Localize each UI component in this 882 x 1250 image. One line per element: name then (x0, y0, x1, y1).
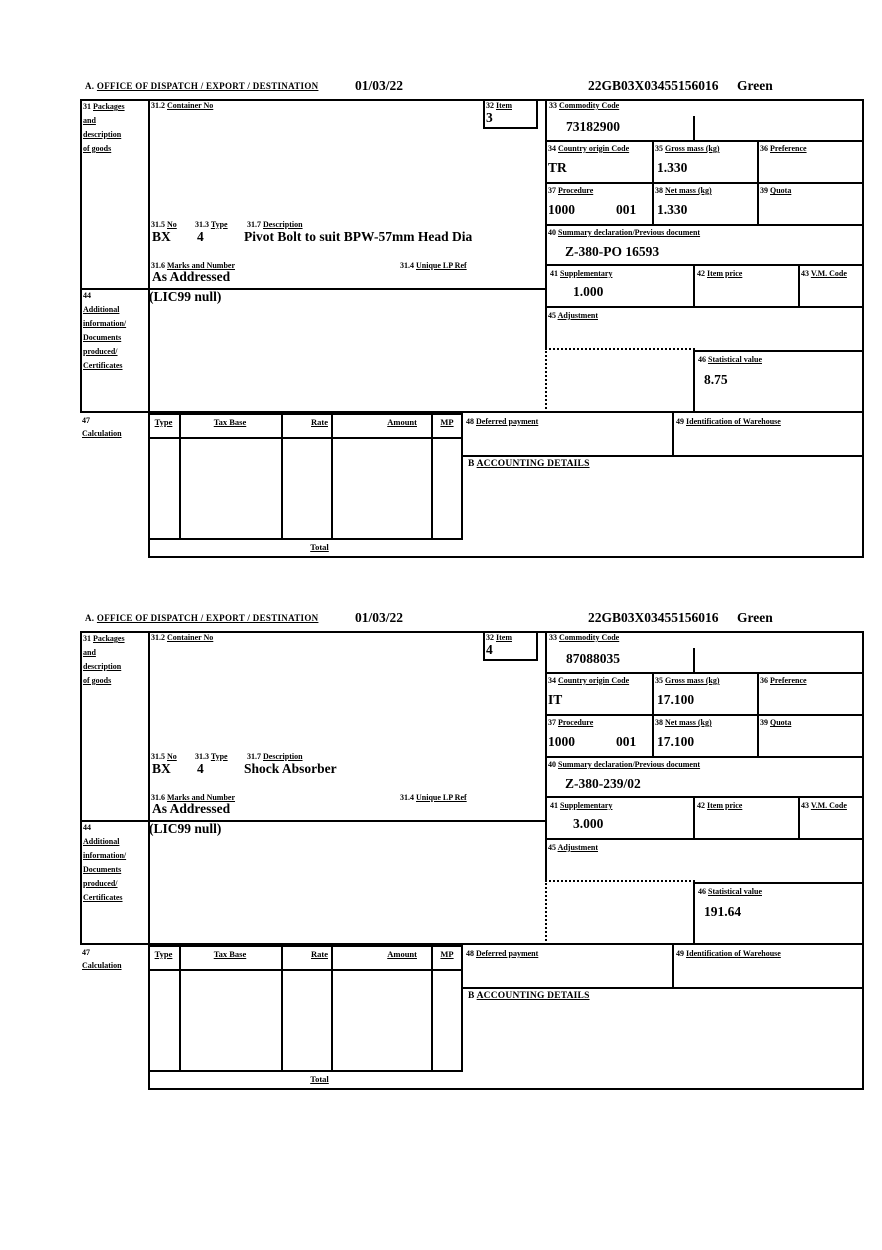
procedure-value: 1000 (548, 202, 575, 217)
additional-info-label-line5: Certificates (83, 361, 123, 370)
deferred-warehouse-divider (672, 945, 674, 987)
accounting-top-rule (461, 987, 864, 989)
calc-header-type: Type (154, 417, 173, 427)
procedure-label-num: 37 (548, 718, 556, 727)
unique-lp-ref-label-num: 31.4 (400, 793, 414, 802)
warehouse-id-label (676, 949, 781, 959)
supplementary-label-num: 41 (550, 801, 558, 810)
routing-status: Green (737, 610, 773, 625)
preference-label-text: Preference (770, 144, 807, 153)
calc-col-divider-taxbase (281, 413, 283, 540)
package-type-label-text: Type (210, 752, 228, 761)
quota-label-text: Quota (770, 718, 792, 727)
package-no-label-num: 31.5 (151, 752, 165, 761)
commodity-code-label-text: Commodity Code (559, 101, 620, 110)
additional-info-value: (LIC99 null) (149, 821, 222, 836)
vm-code-label-text: V.M. Code (810, 269, 847, 278)
calculation-label-text: Calculation (82, 429, 122, 438)
country-origin-label-num: 34 (548, 676, 556, 685)
calc-col-divider-rate (331, 413, 333, 540)
procedure-label (548, 718, 593, 728)
office-of-dispatch-label (85, 613, 318, 623)
container-no-label (151, 101, 213, 111)
supplementary-value: 3.000 (573, 816, 604, 831)
summary-declaration-value: Z-380-PO 16593 (565, 244, 660, 259)
country-origin-label-text: Country origin Code (558, 144, 630, 153)
statistical-value-label-num: 46 (698, 887, 706, 896)
item-price-label (697, 801, 742, 811)
net-mass-value: 1.330 (657, 202, 688, 217)
container-no-label-text: Container No (167, 633, 214, 642)
package-no-value: BX (152, 761, 171, 776)
gross-mass-label-num: 35 (655, 144, 663, 153)
packages-label-line3: description (83, 130, 122, 139)
vm-code-label-text: V.M. Code (810, 801, 847, 810)
office-of-dispatch-label (85, 81, 318, 91)
calc-header-mp: MP (440, 417, 454, 427)
package-no-label-text: No (167, 220, 177, 229)
additional-info-value: (LIC99 null) (149, 289, 222, 304)
statistical-value-label-num: 46 (698, 355, 706, 364)
packages-label-line1: Packages (93, 102, 125, 111)
vm-code-label-num: 43 (801, 801, 809, 810)
item-price-label-num: 42 (697, 269, 705, 278)
calculation-label-num: 47 (82, 416, 90, 425)
country-origin-label (548, 144, 629, 154)
item-price-label-text: Item price (707, 269, 743, 278)
net-mass-label-num: 38 (655, 718, 663, 727)
procedure-label-text: Procedure (558, 186, 594, 195)
accounting-top-rule (461, 455, 864, 457)
deferred-payment-label-text: Deferred payment (476, 417, 539, 426)
vm-code-label-num: 43 (801, 269, 809, 278)
description-label-text: Description (263, 220, 303, 229)
adjustment-label (548, 311, 598, 321)
calc-total-label-text: Total (310, 542, 329, 552)
warehouse-id-label (676, 417, 781, 427)
calc-header-amount: Amount (387, 949, 417, 959)
calc-header-rate: Rate (311, 949, 328, 959)
dispatch-date: 01/03/22 (355, 78, 404, 93)
summary-declaration-value: Z-380-239/02 (565, 776, 641, 791)
additional-info-label-num: 44 (83, 823, 91, 832)
additional-info-label-line1: Additional (83, 305, 120, 314)
statistical-value: 8.75 (704, 372, 728, 387)
packages-label-num: 31 (83, 102, 91, 111)
deferred-warehouse-divider (672, 413, 674, 455)
package-no-label-num: 31.5 (151, 220, 165, 229)
gross-mass-value: 1.330 (657, 160, 688, 175)
office-label-text: OFFICE OF DISPATCH / EXPORT / DESTINATION (96, 81, 319, 91)
net-mass-label-num: 38 (655, 186, 663, 195)
unique-lp-ref-label-text: Unique LP Ref (416, 261, 467, 270)
marks-value: As Addressed (152, 269, 231, 284)
additional-info-label-line3: Documents (83, 865, 122, 874)
preference-label-text: Preference (770, 676, 807, 685)
statistical-value-label-text: Statistical value (708, 887, 762, 896)
marks-value: As Addressed (152, 801, 231, 816)
bottom-rule (148, 1088, 864, 1090)
dotted-horizontal-rule (545, 348, 695, 350)
package-type-value: 4 (197, 229, 204, 244)
quota-label (760, 186, 791, 196)
packages-label-line1: Packages (93, 634, 125, 643)
commodity-code-label-num: 33 (549, 101, 557, 110)
calc-col-divider-amount (431, 413, 433, 540)
calc-header-type: Type (154, 949, 173, 959)
description-label-num: 31.7 (247, 220, 261, 229)
commodity-code-tick (693, 648, 695, 672)
additional-info-label-line4: produced/ (83, 879, 118, 888)
preference-label-num: 36 (760, 676, 768, 685)
statistical-value-label (698, 887, 762, 897)
country-origin-label-text: Country origin Code (558, 676, 630, 685)
warehouse-id-label-num: 49 (676, 417, 684, 426)
gross-mass-label-text: Gross mass (kg) (665, 144, 720, 153)
container-no-label-num: 31.2 (151, 101, 165, 110)
office-label-letter: A. (85, 613, 95, 623)
adjustment-label-text: Adjustment (557, 311, 599, 320)
quota-label-text: Quota (770, 186, 792, 195)
calc-header-amount: Amount (387, 417, 417, 427)
description-label-num: 31.7 (247, 752, 261, 761)
unique-lp-ref-label (400, 261, 467, 271)
gross-mass-value: 17.100 (657, 692, 695, 707)
quota-label-num: 39 (760, 186, 768, 195)
dotted-horizontal-rule (545, 880, 695, 882)
office-label-text: OFFICE OF DISPATCH / EXPORT / DESTINATION (96, 613, 319, 623)
item-no-value: 4 (486, 642, 493, 657)
packages-label-line2: and (83, 648, 96, 657)
additional-info-label-line2: information/ (83, 319, 127, 328)
marks-label-text: Marks and Number (167, 793, 236, 802)
commodity-code-label-text: Commodity Code (559, 633, 620, 642)
dispatch-date: 01/03/22 (355, 610, 404, 625)
additional-info-label-line4: produced/ (83, 347, 118, 356)
vm-code-label (801, 269, 847, 279)
calculation-label-num: 47 (82, 948, 90, 957)
package-no-value: BX (152, 229, 171, 244)
procedure-value-b: 001 (616, 202, 637, 217)
calc-col-divider-type (179, 413, 181, 540)
packages-label-line4: of goods (83, 676, 112, 685)
unique-lp-ref-label (400, 793, 467, 803)
item-no-label-text: Item (496, 633, 512, 642)
packages-label-line4: of goods (83, 144, 112, 153)
net-mass-label-text: Net mass (kg) (665, 186, 712, 195)
supplementary-label-num: 41 (550, 269, 558, 278)
item-no-label-text: Item (496, 101, 512, 110)
declaration-item-section (80, 78, 864, 560)
item-no-label-num: 32 (486, 633, 494, 642)
accounting-details-label-text: ACCOUNTING DETAILS (476, 991, 590, 1001)
gross-mass-label-num: 35 (655, 676, 663, 685)
quota-label-num: 39 (760, 718, 768, 727)
additional-info-label-line1: Additional (83, 837, 120, 846)
routing-status: Green (737, 78, 773, 93)
description-value: Pivot Bolt to suit BPW-57mm Head Dia (244, 229, 473, 244)
supplementary-value: 1.000 (573, 284, 604, 299)
preference-label (760, 676, 807, 686)
calculation-header-rule (148, 437, 463, 439)
marks-label-text: Marks and Number (167, 261, 236, 270)
net-mass-value: 17.100 (657, 734, 695, 749)
additional-info-label-line2: information/ (83, 851, 127, 860)
unique-lp-ref-label-num: 31.4 (400, 261, 414, 270)
additional-info-label-num: 44 (83, 291, 91, 300)
preference-label (760, 144, 807, 154)
procedure-value-b: 001 (616, 734, 637, 749)
adjustment-label (548, 843, 598, 853)
calc-col-divider-amount (431, 945, 433, 1072)
calc-header-mp: MP (440, 949, 454, 959)
summary-declaration-label (548, 228, 700, 238)
accounting-details-label-letter: B (468, 459, 475, 469)
net-mass-label (655, 186, 712, 196)
marks-label-num: 31.6 (151, 261, 165, 270)
calc-header-tax-base: Tax Base (213, 949, 247, 959)
statistical-value-label-text: Statistical value (708, 355, 762, 364)
unique-lp-ref-label-text: Unique LP Ref (416, 793, 467, 802)
commodity-code-tick (693, 116, 695, 140)
procedure-label (548, 186, 593, 196)
package-type-label-num: 31.3 (195, 220, 209, 229)
gross-mass-label (655, 676, 720, 686)
net-mass-label-text: Net mass (kg) (665, 718, 712, 727)
calc-col-divider-type (179, 945, 181, 1072)
declaration-reference: 22GB03X03455156016 (588, 78, 719, 93)
deferred-payment-label-num: 48 (466, 417, 474, 426)
calc-header-rate: Rate (311, 417, 328, 427)
container-no-label-text: Container No (167, 101, 214, 110)
commodity-code-value: 73182900 (566, 119, 620, 134)
warehouse-id-label-text: Identification of Warehouse (686, 949, 781, 958)
calc-col-divider-taxbase (281, 945, 283, 1072)
quota-label (760, 718, 791, 728)
calculation-label-text: Calculation (82, 961, 122, 970)
supplementary-label (550, 269, 612, 279)
item-no-label-num: 32 (486, 101, 494, 110)
calc-total-label (148, 542, 491, 552)
net-mass-label (655, 718, 712, 728)
gross-mass-label-text: Gross mass (kg) (665, 676, 720, 685)
adjustment-label-text: Adjustment (557, 843, 599, 852)
supplementary-label-text: Supplementary (560, 801, 613, 810)
container-no-label (151, 633, 213, 643)
calculation-header-rule (148, 969, 463, 971)
right-edge-lower (862, 413, 864, 558)
container-no-label-num: 31.2 (151, 633, 165, 642)
packages-label (83, 102, 125, 112)
accounting-details-label (468, 459, 590, 469)
country-origin-value: IT (548, 692, 563, 707)
summary-declaration-label (548, 760, 700, 770)
adjustment-label-num: 45 (548, 843, 556, 852)
declaration-item-section (80, 610, 864, 1092)
accounting-details-label (468, 991, 590, 1001)
packages-label-num: 31 (83, 634, 91, 643)
summary-declaration-label-num: 40 (548, 760, 556, 769)
country-origin-label-num: 34 (548, 144, 556, 153)
procedure-label-text: Procedure (558, 718, 594, 727)
dotted-vertical-rule (545, 880, 547, 945)
package-type-label-num: 31.3 (195, 752, 209, 761)
accounting-details-label-text: ACCOUNTING DETAILS (476, 459, 590, 469)
gross-mass-label (655, 144, 720, 154)
procedure-value: 1000 (548, 734, 575, 749)
dotted-vertical-rule (545, 348, 547, 413)
statistical-value: 191.64 (704, 904, 742, 919)
warehouse-id-label-num: 49 (676, 949, 684, 958)
calc-col-divider-rate (331, 945, 333, 1072)
deferred-payment-label (466, 417, 538, 427)
calc-total-label-text: Total (310, 1074, 329, 1084)
procedure-label-num: 37 (548, 186, 556, 195)
office-label-letter: A. (85, 81, 95, 91)
package-type-label-text: Type (210, 220, 228, 229)
packages-label (83, 634, 125, 644)
right-edge-lower (862, 945, 864, 1090)
summary-declaration-label-text: Summary declaration/Previous document (558, 760, 701, 769)
statistical-value-label (698, 355, 762, 365)
calc-total-label (148, 1074, 491, 1084)
additional-info-label-line5: Certificates (83, 893, 123, 902)
country-origin-label (548, 676, 629, 686)
country-origin-value: TR (548, 160, 567, 175)
supplementary-label (550, 801, 612, 811)
commodity-code-value: 87088035 (566, 651, 620, 666)
commodity-code-label-num: 33 (549, 633, 557, 642)
summary-declaration-label-num: 40 (548, 228, 556, 237)
warehouse-id-label-text: Identification of Warehouse (686, 417, 781, 426)
marks-label-num: 31.6 (151, 793, 165, 802)
description-value: Shock Absorber (244, 761, 337, 776)
calculation-table-border (148, 413, 463, 540)
item-price-label (697, 269, 742, 279)
vm-code-label (801, 801, 847, 811)
item-price-label-num: 42 (697, 801, 705, 810)
additional-info-label-line3: Documents (83, 333, 122, 342)
adjustment-label-num: 45 (548, 311, 556, 320)
commodity-code-label (549, 633, 619, 643)
item-no-value: 3 (486, 110, 493, 125)
bottom-rule (148, 556, 864, 558)
commodity-code-label (549, 101, 619, 111)
item-price-label-text: Item price (707, 801, 743, 810)
accounting-details-label-letter: B (468, 991, 475, 1001)
deferred-payment-label-text: Deferred payment (476, 949, 539, 958)
deferred-payment-label-num: 48 (466, 949, 474, 958)
packages-label-line2: and (83, 116, 96, 125)
description-label-text: Description (263, 752, 303, 761)
package-no-label-text: No (167, 752, 177, 761)
summary-declaration-label-text: Summary declaration/Previous document (558, 228, 701, 237)
calc-header-tax-base: Tax Base (213, 417, 247, 427)
calculation-table-border (148, 945, 463, 1072)
supplementary-label-text: Supplementary (560, 269, 613, 278)
preference-label-num: 36 (760, 144, 768, 153)
deferred-payment-label (466, 949, 538, 959)
package-type-value: 4 (197, 761, 204, 776)
declaration-reference: 22GB03X03455156016 (588, 610, 719, 625)
packages-label-line3: description (83, 662, 122, 671)
